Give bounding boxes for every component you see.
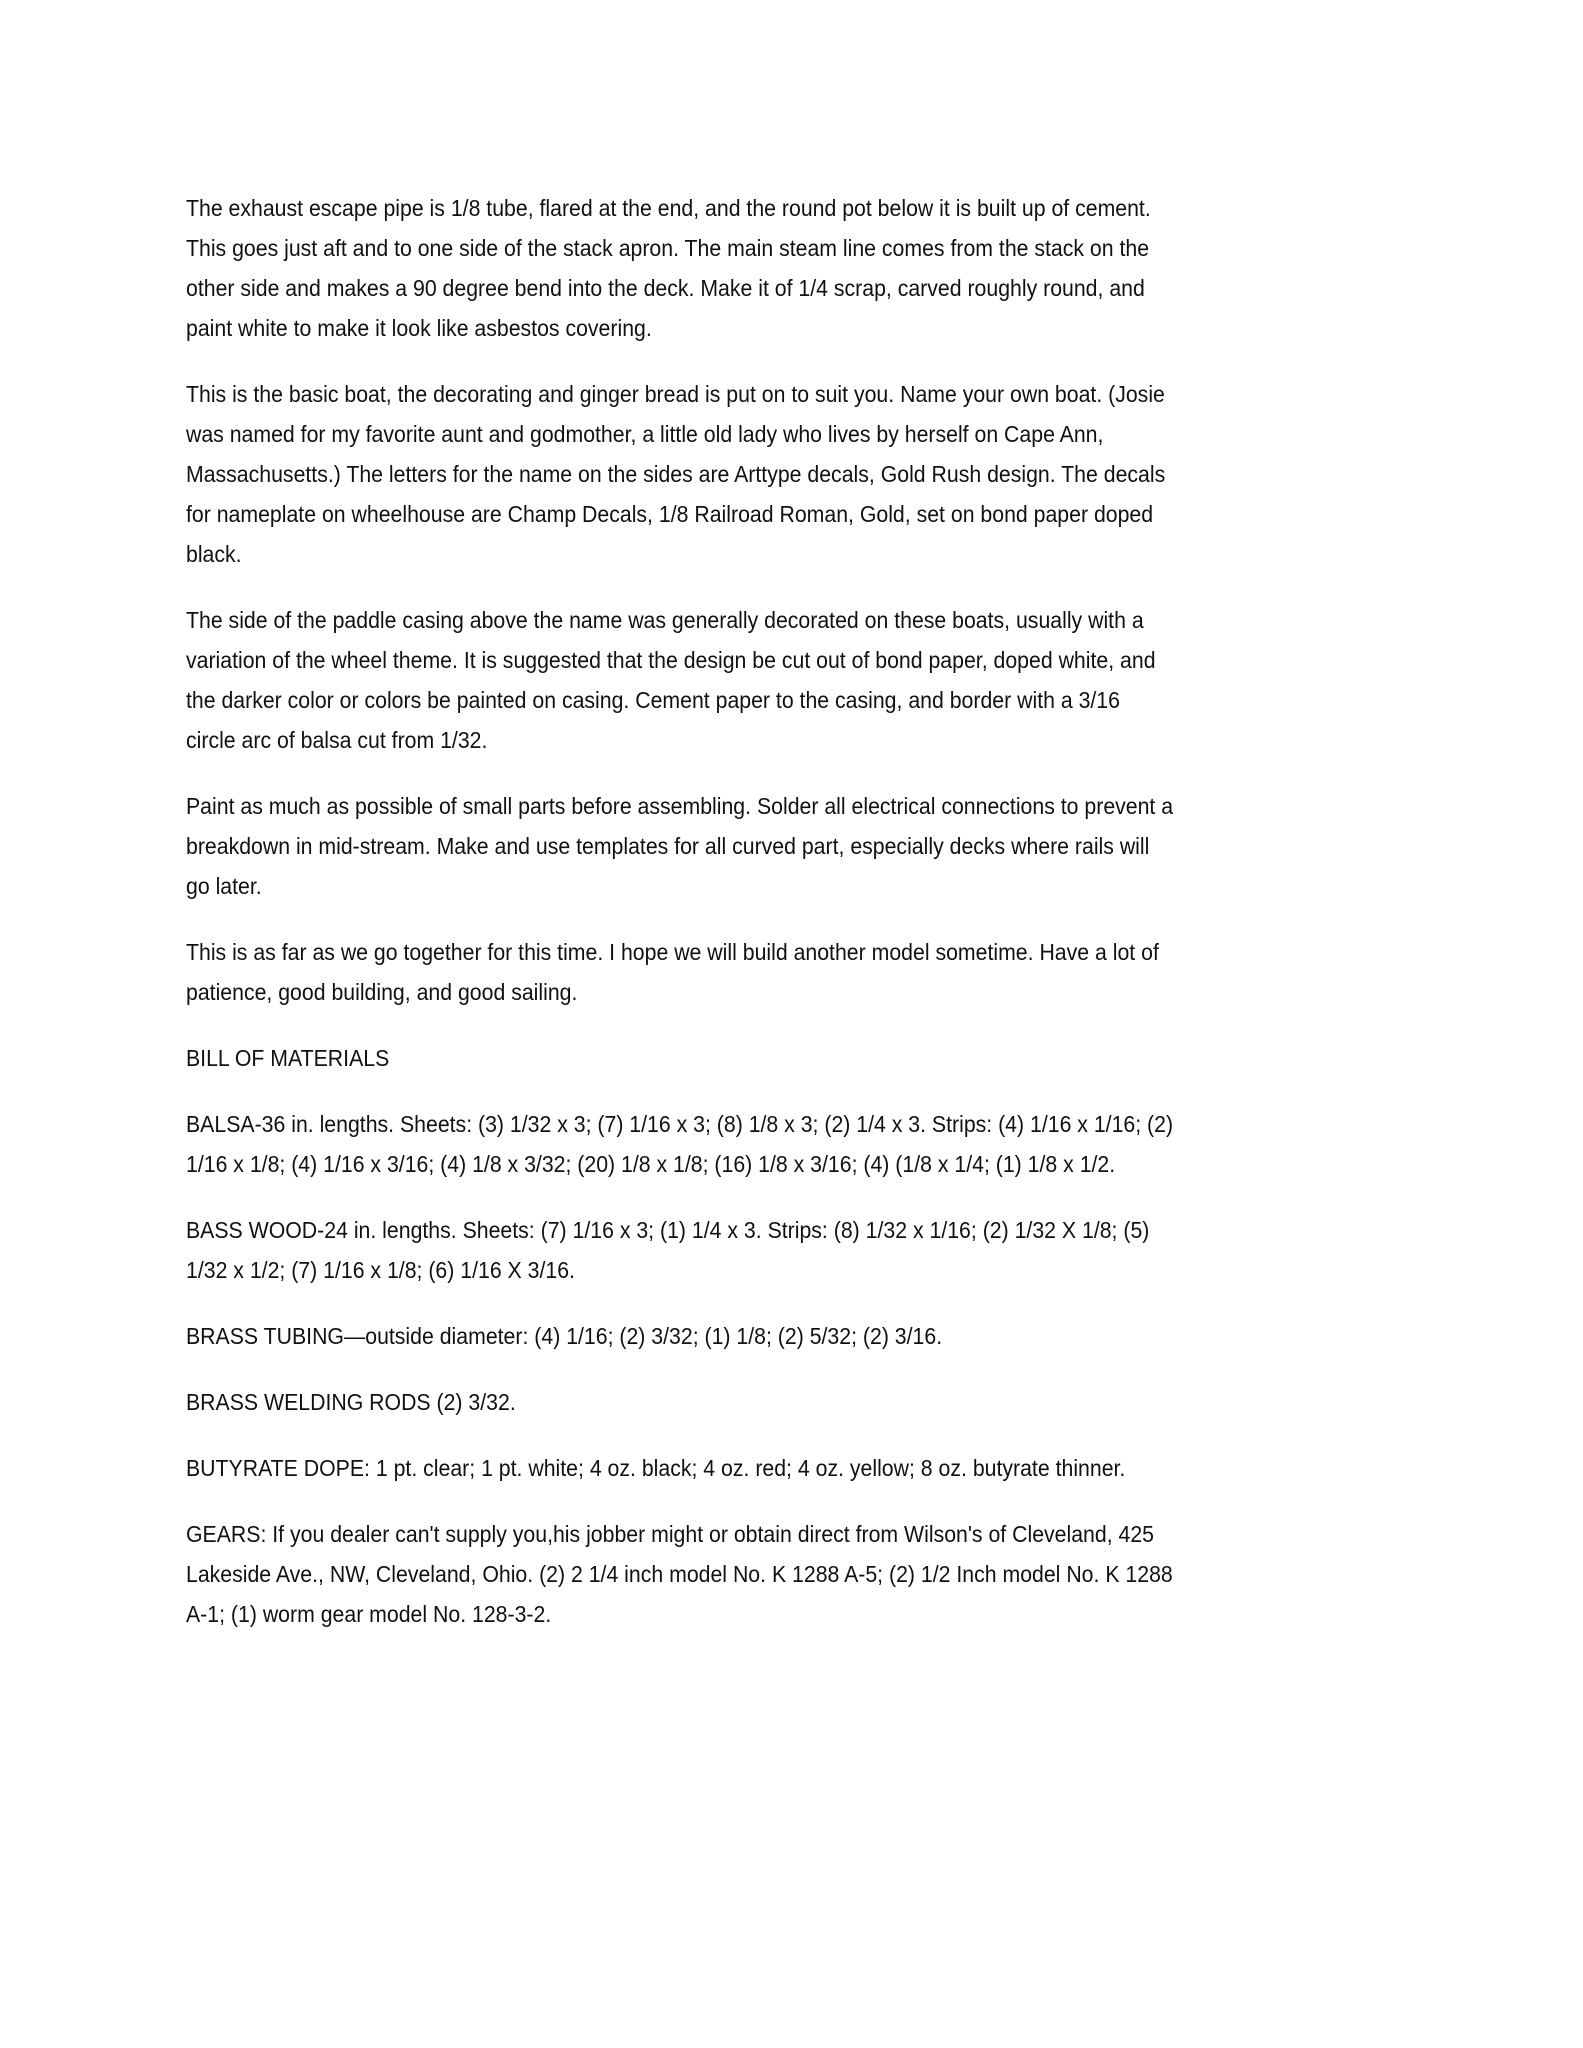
paragraph-paddle-casing bbox=[186, 600, 1446, 760]
paragraph-closing bbox=[186, 932, 1446, 1012]
paragraph-decorating bbox=[186, 374, 1446, 574]
text-line: black. bbox=[186, 541, 242, 567]
text-line: 1/32 x 1/2; (7) 1/16 x 1/8; (6) 1/16 X 3/16. bbox=[186, 1257, 575, 1283]
materials-bass-wood bbox=[186, 1210, 1446, 1290]
text-line: Paint as much as possible of small parts before assembling. Solder all electrical connections to prevent a bbox=[186, 793, 1174, 819]
text-line: BILL OF MATERIALS bbox=[186, 1045, 390, 1071]
text-line: The exhaust escape pipe is 1/8 tube, flared at the end, and the round pot below it is built up of cement. bbox=[186, 195, 1151, 221]
text-line: This goes just aft and to one side of the stack apron. The main steam line comes from the stack on the bbox=[186, 235, 1150, 261]
text-line: BASS WOOD-24 in. lengths. Sheets: (7) 1/16 x 3; (1) 1/4 x 3. Strips: (8) 1/32 x 1/16; (2) 1/32 X 1/8; (5) bbox=[186, 1217, 1150, 1243]
text-line: Lakeside Ave., NW, Cleveland, Ohio. (2) 2 1/4 inch model No. K 1288 A-5; (2) 1/2 Inch model No. K 1288 bbox=[186, 1561, 1173, 1587]
paragraph-exhaust-pipe bbox=[186, 188, 1446, 348]
text-line: This is the basic boat, the decorating and ginger bread is put on to suit you. Name your own boat. (Josie bbox=[186, 381, 1165, 407]
text-line: BRASS WELDING RODS (2) 3/32. bbox=[186, 1389, 516, 1415]
text-line: GEARS: If you dealer can't supply you,his jobber might or obtain direct from Wilson's of Cleveland, 425 bbox=[186, 1521, 1154, 1547]
paragraph-painting bbox=[186, 786, 1446, 906]
text-line: patience, good building, and good sailing. bbox=[186, 979, 578, 1005]
materials-brass-welding-rods bbox=[186, 1382, 1446, 1422]
text-line: 1/16 x 1/8; (4) 1/16 x 3/16; (4) 1/8 x 3/32; (20) 1/8 x 1/8; (16) 1/8 x 3/16; (4) (1/8 x 1/4; (1) 1/8 x 1/2. bbox=[186, 1151, 1116, 1177]
text-line: for nameplate on wheelhouse are Champ Decals, 1/8 Railroad Roman, Gold, set on bond paper doped bbox=[186, 501, 1154, 527]
text-line: BUTYRATE DOPE: 1 pt. clear; 1 pt. white; 4 oz. black; 4 oz. red; 4 oz. yellow; 8 oz. butyrate thinner. bbox=[186, 1455, 1126, 1481]
document-body bbox=[186, 188, 1446, 1660]
text-line: The side of the paddle casing above the name was generally decorated on these boats, usually with a bbox=[186, 607, 1144, 633]
text-line: BALSA-36 in. lengths. Sheets: (3) 1/32 x 3; (7) 1/16 x 3; (8) 1/8 x 3; (2) 1/4 x 3. Strips: (4) 1/16 x 1/16; (2) bbox=[186, 1111, 1174, 1137]
materials-butyrate-dope bbox=[186, 1448, 1446, 1488]
text-line: circle arc of balsa cut from 1/32. bbox=[186, 727, 488, 753]
text-line: A-1; (1) worm gear model No. 128-3-2. bbox=[186, 1601, 552, 1627]
text-line: paint white to make it look like asbestos covering. bbox=[186, 315, 652, 341]
text-line: BRASS TUBING—outside diameter: (4) 1/16; (2) 3/32; (1) 1/8; (2) 5/32; (2) 3/16. bbox=[186, 1323, 943, 1349]
text-line: the darker color or colors be painted on casing. Cement paper to the casing, and border with a 3/16 bbox=[186, 687, 1120, 713]
text-line: Massachusetts.) The letters for the name on the sides are Arttype decals, Gold Rush design. The decals bbox=[186, 461, 1166, 487]
materials-balsa bbox=[186, 1104, 1446, 1184]
text-line: was named for my favorite aunt and godmother, a little old lady who lives by herself on Cape Ann, bbox=[186, 421, 1104, 447]
bill-of-materials-heading bbox=[186, 1038, 1446, 1078]
text-line: variation of the wheel theme. It is suggested that the design be cut out of bond paper, doped white, and bbox=[186, 647, 1156, 673]
materials-gears bbox=[186, 1514, 1446, 1634]
text-line: other side and makes a 90 degree bend into the deck. Make it of 1/4 scrap, carved roughly round, and bbox=[186, 275, 1145, 301]
text-line: This is as far as we go together for this time. I hope we will build another model sometime. Have a lot of bbox=[186, 939, 1159, 965]
materials-brass-tubing bbox=[186, 1316, 1446, 1356]
text-line: go later. bbox=[186, 873, 262, 899]
text-line: breakdown in mid-stream. Make and use templates for all curved part, especially decks where rails will bbox=[186, 833, 1150, 859]
